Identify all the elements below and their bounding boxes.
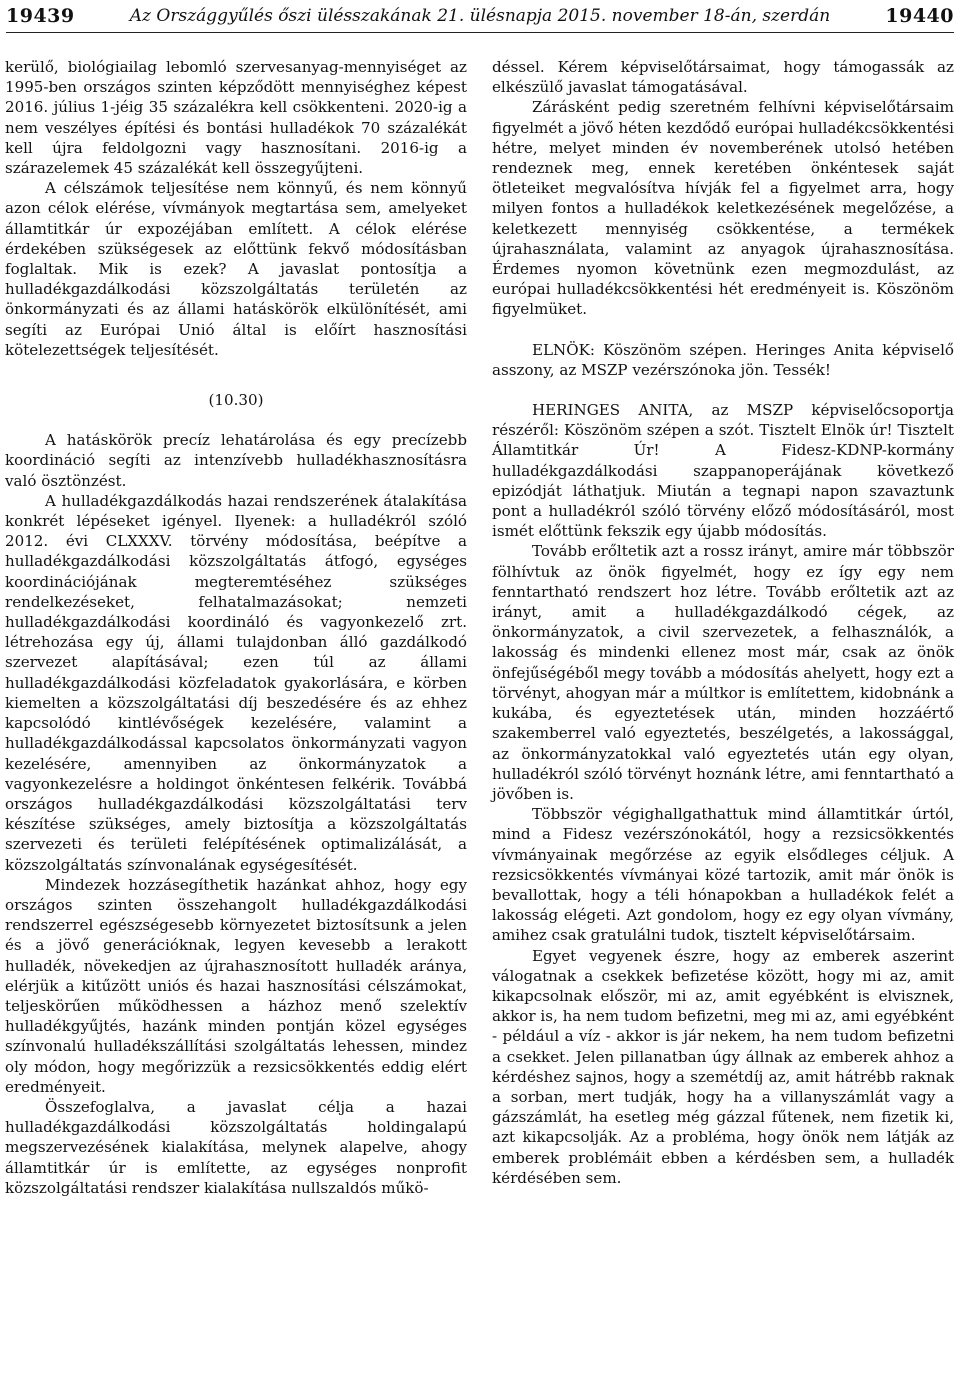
paragraph: kerülő, biológiailag lebomló szervesanyag-mennyiséget az 1995-ben országos szinten képződött mennyiséghez képest 2016. július 1-jéig 35 százalékra kell csökkenteni. 2020-ig a nem veszélyes építési és bontási hulladékok 70 százalékát kell újra feldolgozni vagy hasznosítani. 2016-ig a szárazelemek 45 százalékát kell összegyűjteni. xyxy=(5,58,467,178)
speaker-paragraph: ELNÖK: Köszönöm szépen. Heringes Anita képviselő asszony, az MSZP vezérszónoka jön. Tessék! xyxy=(492,340,954,379)
page-number-left: 19439 xyxy=(6,5,75,27)
page-number-right: 19440 xyxy=(885,5,954,27)
time-mark: (10.30) xyxy=(208,391,264,410)
paragraph: A hulladékgazdálkodás hazai rendszerének átalakítása konkrét lépéseket igényel. Ilyenek: a hulladékról szóló 2012. évi CLXXXV. törvény módosítása, beépítve a hulladékgazdálkodási közszolgáltatás átfogó, egységes koordinációjának megteremtéséhez szükséges rendelkezéseket, felhatalmazásokat; nemzeti hulladékgazdálkodási koordináló és vagyonkezelő zrt. létrehozása egy új, állami tulajdonban álló gazdálkodó szervezet alapításával; ezen túl az állami hulladékgazdálkodási közfeladatok gyakorlására, e körben kiemelten a közszolgáltatási díj beszedésére és az ehhez kapcsolódó kintlévőségek kezelésére, valamint a hulladékgazdálkodással kapcsolatos önkormányzati vagyon kezelésére, amennyiben az önkormányzatok a vagyonkezelésre a holdingot önkéntesen felkérik. Továbbá országos hulladékgazdálkodási közszolgáltatási terv készítése szükséges, amely biztosítja a közszolgáltatás szervezeti és területi felépítésének optimalizálását, a közszolgáltatás színvonalának egységesítését. xyxy=(5,491,467,874)
paragraph: Összefoglalva, a javaslat célja a hazai hulladékgazdálkodási közszolgáltatás holdingalapú megszervezésének kialakítása, melynek alapelve, ahogy államtitkár úr is említette, az egységes nonprofit közszolgáltatási rendszer kialakítása nullszaldós műkö- xyxy=(5,1097,467,1197)
paragraph: déssel. Kérem képviselőtársaimat, hogy támogassák az elkészülő javaslat támogatásával. xyxy=(492,58,954,97)
running-title: Az Országgyűlés őszi ülésszakának 21. ülésnapja 2015. november 18-án, szerdán xyxy=(129,6,831,26)
paragraph: A célszámok teljesítése nem könnyű, és nem könnyű azon célok elérése, vívmányok megtartása sem, amelyeket államtitkár úr expozéjában említett. A célok elérése érdekében szükségesek az előttünk fekvő módosításban foglaltak. Mik is ezek? A javaslat pontosítja a hulladékgazdálkodási közszolgáltatás területén az önkormányzati és az állami hatáskörök elkülönítését, ami segíti az Európai Unió által is előírt hasznosítási kötelezettségek teljesítését. xyxy=(5,179,467,359)
paragraph: A hatáskörök precíz lehatárolása és egy precízebb koordináció segíti az intenzívebb hulladékhasznosításra való ösztönzést. xyxy=(5,431,467,490)
paragraph: Többször végighallgathattuk mind államtitkár úrtól, mind a Fidesz vezérszónokától, hogy a rezsicsökkentés vívmányainak megőrzése az egyik elsődleges céljuk. A rezsicsökkentés vívmányai közé tartozik, amit már önök is bevallottak, hogy a téli hónapokban a hulladékok felét a lakosság elégeti. Azt gondolom, hogy ez egy olyan vívmány, amihez csak gratulálni tudok, tisztelt képviselőtársaim. xyxy=(492,805,954,945)
paragraph: Zárásként pedig szeretném felhívni képviselőtársaim figyelmét a jövő héten kezdődő európai hulladékcsökkentési hétre, melyet minden év novemberének utolsó hetében rendeznek meg, ennek keretében önkéntesek saját ötleteiket megvalósítva hívják fel a figyelmet arra, hogy milyen fontos a hulladékok keletkezésének megelőzése, a keletkezett mennyiség csökkentése, a termékek újrahasználata, valamint az anyagok újrahasznosítása. Érdemes nyomon követnünk ezen megmozdulást, az európai hulladékcsökkentési hét eredményeit is. Köszönöm figyelmüket. xyxy=(492,98,954,319)
page-header xyxy=(6,0,954,33)
left-column xyxy=(5,57,467,1198)
paragraph: Mindezek hozzásegíthetik hazánkat ahhoz, hogy egy országos szinten összehangolt hulladékgazdálkodási rendszerrel egészségesebb környezetet biztosítsunk a jelen és a jövő generációknak, legyen kevesebb a lerakott hulladék, növekedjen az újrahasznosított hulladék aránya, elérjük a kitűzött uniós és hazai hasznosítási célszámokat, teljeskörűen működhessen a házhoz menő szelektív hulladékgyűjtés, hazánk minden pontján közel egységes színvonalú hulladékszállítási szolgáltatás lehessen, mindez oly módon, hogy megőrizzük a rezsicsökkentés eddig elért eredményeit. xyxy=(5,875,467,1096)
right-column xyxy=(492,57,954,1188)
speaker-paragraph: HERINGES ANITA, az MSZP képviselőcsoportja részéről: Köszönöm szépen a szót. Tisztelt Elnök úr! Tisztelt Államtitkár Úr! A Fidesz-KDNP-kormány hulladékgazdálkodási szappanoperájának következő epizódját láthatjuk. Miután a tegnapi napon szavaztunk pont a hulladékról szóló törvény előző módosításáról, most ismét előttünk fekszik egy újabb módosítás. xyxy=(492,401,954,541)
paragraph: Egyet vegyenek észre, hogy az emberek aszerint válogatnak a csekkek befizetése között, hogy mi az, amit kikapcsolnak először, mi az, amit egyébként is elvisznek, akkor is, ha nem tudom befizetni, meg mi az, ami egyébként - például a víz - akkor is jár nekem, ha nem tudom befizetni a csekket. Jelen pillanatban úgy állnak az emberek ahhoz a kérdéshez sajnos, hogy a szemétdíj az, amit hátrébb raknak a sorban, mert tudják, hogy ha a villanyszámlát vagy a gázszámlát, ha esetleg még gázzal fűtenek, nem fizetik ki, azt kikapcsolják. Az a probléma, hogy önök nem látják az emberek problémáit ebben a kérdésben sem, a hulladék kérdésében sem. xyxy=(492,946,954,1187)
paragraph: Tovább erőltetik azt a rossz irányt, amire már többször fölhívtuk az önök figyelmét, hogy ez így egy nem fenntartható rendszert hoz létre. Tovább erőltetik azt az irányt, amit a hulladékgazdálkodó cégek, az önkormányzatok, a civil szervezetek, a felhasználók, a lakosság és mindenki ellenez most már, csak az önök önfejűségéből megy tovább a módosítás ahelyett, hogy ezt a törvényt, ahogyan már a múltkor is említettem, kidobnánk a kukába, és egyeztetések után, minden hozzáértő szakemberrel való egyeztetés, beszélgetés, a lakossággal, az önkormányzatokkal való egyeztetés után egy olyan, hulladékról szóló törvényt hoznánk létre, ami fenntartható a jövőben is. xyxy=(492,542,954,803)
